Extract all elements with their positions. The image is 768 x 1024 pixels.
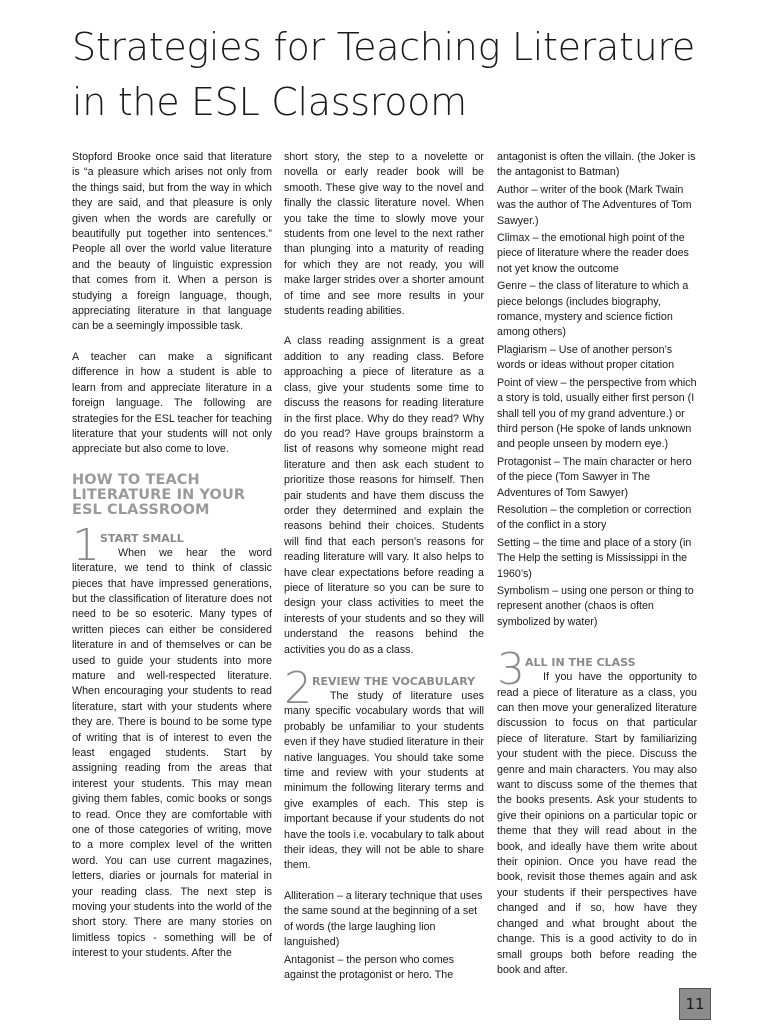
step-3-number: 3 xyxy=(497,644,525,696)
term-setting: Setting – the time and place of a story (in The Help the setting is Mississippi in the 1960’s) xyxy=(497,536,692,580)
step-1-number: 1 xyxy=(72,519,100,571)
term-resolution: Resolution – the completion or correction of the conflict in a story xyxy=(497,503,692,532)
step-3-body: If you have the opportunity to read a piece of literature as a class, you can then move your generalized literature discussion to focus on that particular piece of literature. Start by familiarizing your student with the piece. Discuss the genre and main characters. You may also want to discuss some of the themes that the books presents. Ask your students to give their opinions on a particular topic or theme that they will read about in the book, and ideally have them write about their opinion. Once you have read the book, revisit those themes again and ask your students if their perspectives have changed and if so, how have they changed and what brought about the change. This is a good activity to do in small groups both before reading the book and after. xyxy=(497,671,697,976)
intro-paragraph-2: A teacher can make a significant difference in how a student is able to learn from and appreciate literature in a foreign language. The following are strategies for the ESL teacher for teaching literature that your students will not only appreciate but also come to love. xyxy=(72,350,272,456)
term-point-of-view: Point of view – the perspective from which a story is told, usually either first person (I shall tell you of my grand adventure.) or third person (He spoke of lands unknown and people unseen by modern eye.) xyxy=(497,376,697,451)
step-2-body: The study of literature uses many specific vocabulary words that will probably be unfamiliar to your students even if they have studied literature in their native languages. You should take some time and review with your students at minimum the following literary terms and give examples of each. This step is important because if your students do not have the tools i.e. vocabulary to talk about their ideas, they will not be able to share them. xyxy=(284,690,484,872)
step-1-title: START SMALL xyxy=(100,531,184,545)
section-heading-line-2: LITERATURE IN YOUR xyxy=(72,486,246,503)
section-heading-line-1: HOW TO TEACH xyxy=(72,471,200,488)
title-line-1: Strategies for Teaching Literature xyxy=(72,25,695,69)
step-1-body: When we hear the word literature, we tend to think of classic pieces that have impressed generations, but the classification of literature does not need to be so esoteric. Many types of written pieces can either be considered literature in and of themselves or can be used to guide your students into more mature and well-respected literature. When encouraging your students to read literature, start with your students where they are. There is bound to be some type of writing that is of interest to even the least engaged students. Start by assigning reading from the areas that interest your students. This may mean giving them fables, comic books or songs to read. Once they are comfortable with one of those categories of writing, move to a more complex level of the written word. You can use current magazines, letters, diaries or journals for material in your reading class. The next step is moving your students into the world of the short story. There are many stories on limitless topics - something will be of interest to your students. After the xyxy=(72,546,272,960)
term-antagonist-continued: antagonist is often the villain. (the Joker is the antagonist to Batman) xyxy=(497,151,696,179)
section-heading-line-3: ESL CLASSROOM xyxy=(72,501,210,518)
step-2 xyxy=(284,663,484,874)
column-3 xyxy=(497,150,697,993)
continued-paragraph: short story, the step to a novelette or novella or early reader book will be smooth. These give way to the novel and finally the classic literature novel. When you take the time to slowly move your students from one level to the next rather than plunging into a maturity of reading for which they are not ready, you will make larger strides over a shorter amount of time and see more results in your students reading abilities. xyxy=(284,151,484,318)
term-alliteration: Alliteration – a literary technique that uses the same sound at the beginning of a set of words (the large laughing lion languished) xyxy=(284,889,483,949)
step-3-title: ALL IN THE CLASS xyxy=(525,656,636,670)
column-1 xyxy=(72,150,272,977)
term-symbolism: Symbolism – using one person or thing to represent another (chaos is often symbolized by water) xyxy=(497,584,694,628)
step-1 xyxy=(72,519,272,962)
term-genre: Genre – the class of literature to which a piece belongs (includes biography, romance, mystery and science fiction among others) xyxy=(497,280,689,339)
step-3 xyxy=(497,644,697,978)
page-title xyxy=(72,20,732,130)
term-antagonist: Antagonist – the person who comes against the protagonist or hero. The xyxy=(284,953,454,981)
title-line-2: in the ESL Classroom xyxy=(72,80,467,124)
reading-assignment-paragraph: A class reading assignment is a great addition to any reading class. Before approaching a piece of literature as a class, give your students some time to discuss the reasons for reading literature in the first place. Why do they read? Why do you read? Have groups brainstorm a list of reasons why someone might read literature and then ask each student to prioritize those reasons for himself. Then pair students and have them discuss the order they determined and explain the reasons behind their choices. Students will find that each person’s reasons for reading literature will vary. It also helps to have clear expectations before reading a piece of literature so you can be sure to design your class activities to meet the interests of your students and so they will understand the reasons behind the activities you do as a class. xyxy=(284,335,484,656)
step-2-number: 2 xyxy=(284,663,312,714)
term-author: Author – writer of the book (Mark Twain was the author of The Adventures of Tom Sawyer.) xyxy=(497,183,692,227)
step-2-title: REVIEW THE VOCABULARY xyxy=(312,675,476,688)
column-2 xyxy=(284,150,484,985)
page-number: 11 xyxy=(679,988,711,1020)
section-heading xyxy=(72,473,272,518)
term-climax: Climax – the emotional high point of the piece of literature where the reader does not yet know the outcome xyxy=(497,232,689,275)
term-protagonist: Protagonist – The main character or hero of the piece (Tom Sawyer in The Adventures of Tom Sawyer) xyxy=(497,455,692,499)
term-plagiarism: Plagiarism – Use of another person’s words or ideas without proper citation xyxy=(497,343,675,372)
intro-paragraph-1: Stopford Brooke once said that literature is “a pleasure which arises not only from the things said, but from the way in which they are said, and that pleasure is only given when the words are carefully or beautifully put together into sentences.” People all over the world value literature and the beauty of linguistic expression that comes from it. When a person is studying a foreign language, though, appreciating literature in that language can be a seemingly impossible task. xyxy=(72,151,272,333)
